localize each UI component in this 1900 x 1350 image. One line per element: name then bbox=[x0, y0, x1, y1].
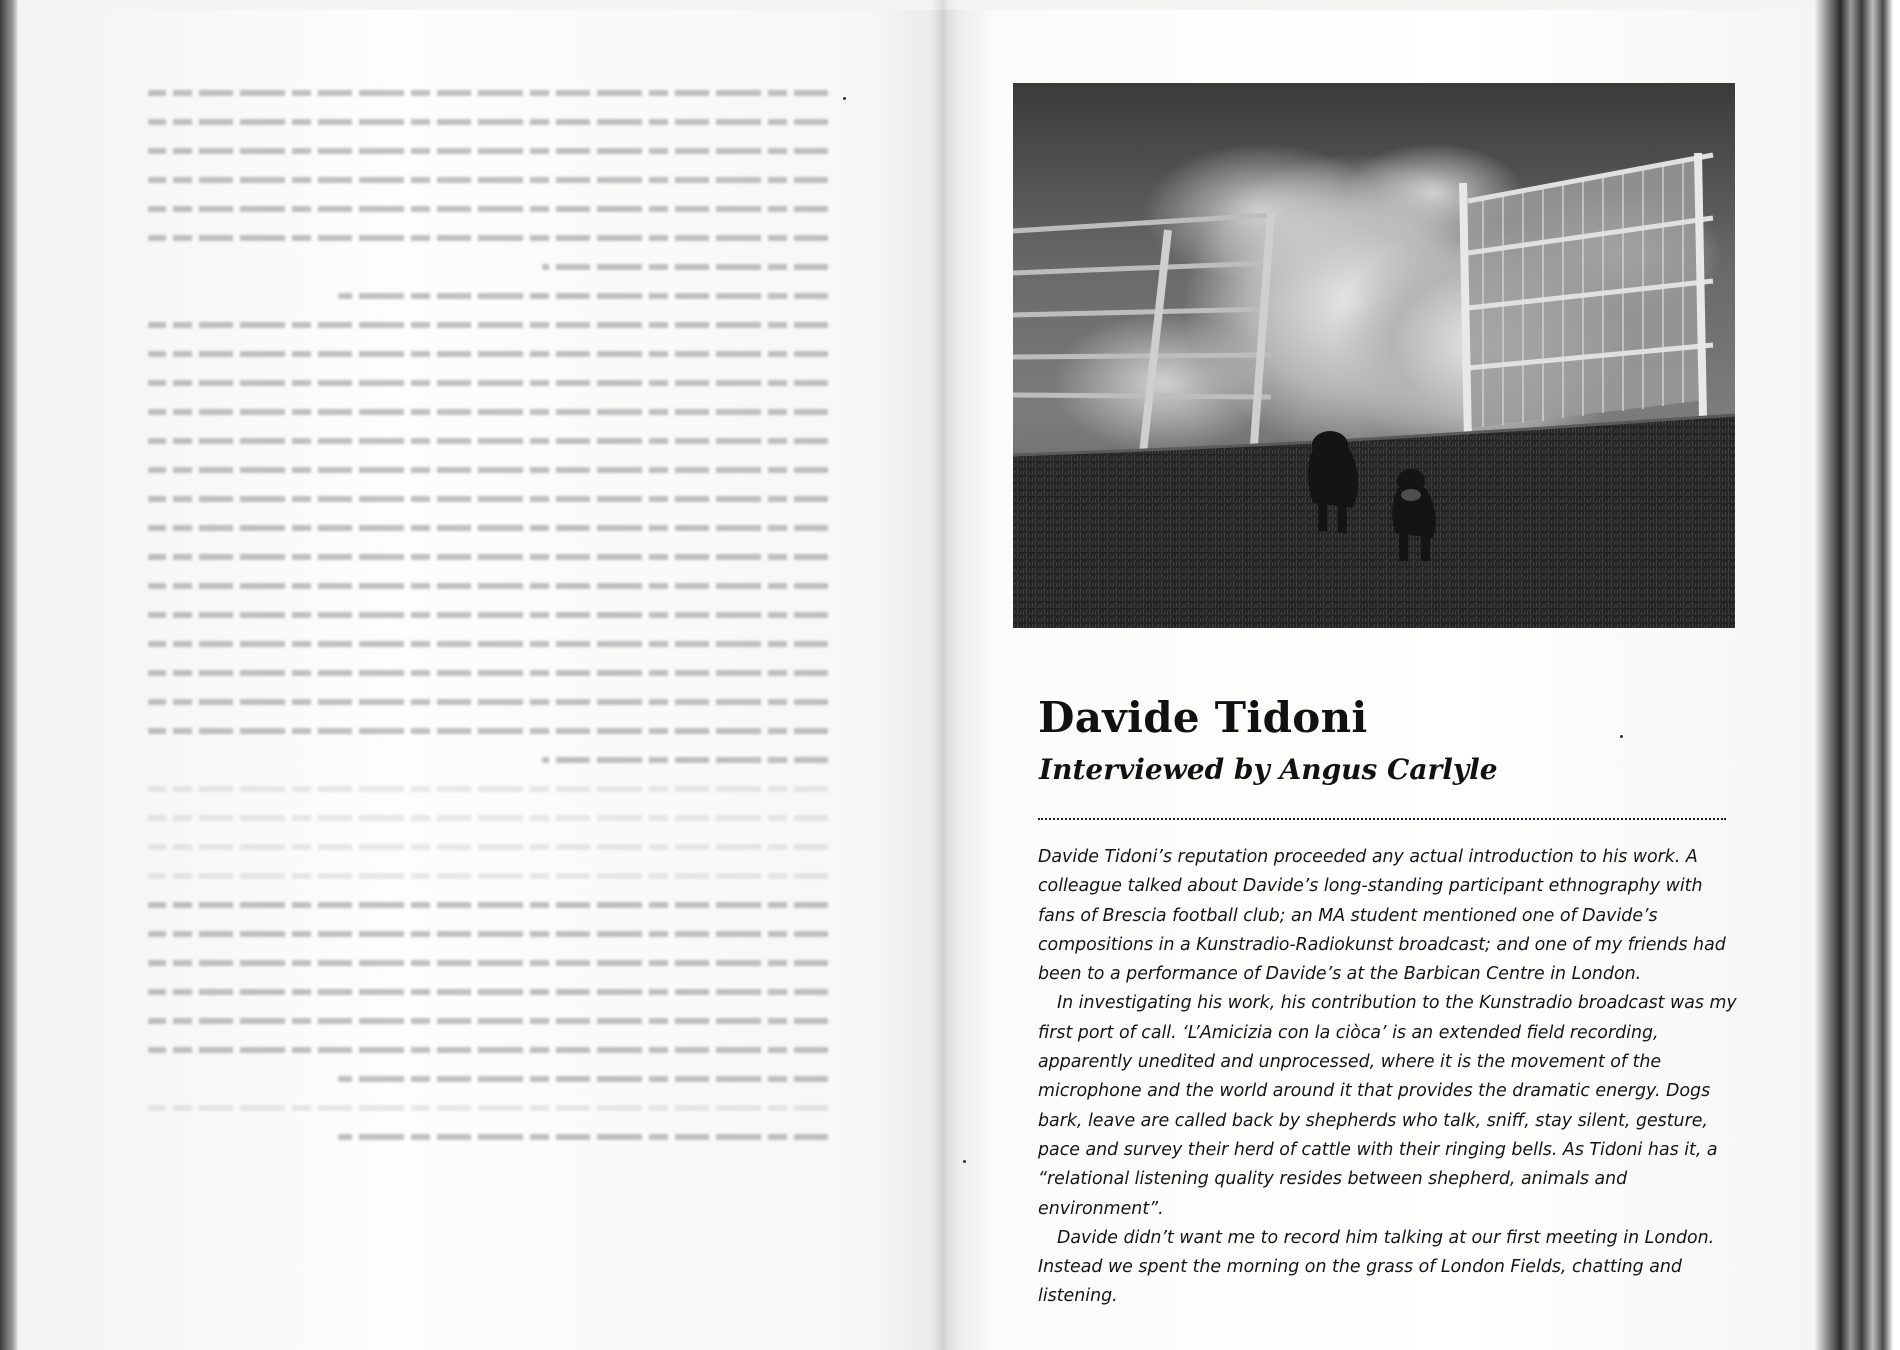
article-title: Davide Tidoni bbox=[1038, 693, 1368, 742]
bleed-through-text bbox=[148, 90, 828, 1270]
left-page bbox=[18, 10, 943, 1350]
book-edge-right bbox=[1815, 0, 1900, 1350]
book-gutter bbox=[930, 0, 960, 1350]
article-subtitle: Interviewed by Angus Carlyle bbox=[1039, 753, 1498, 786]
article-body bbox=[1038, 843, 1738, 1312]
book-edge-left bbox=[0, 0, 18, 1350]
dust-speck bbox=[1620, 735, 1623, 738]
paragraph-3: Davide didn’t want me to record him talking at our first meeting in London. Instead we spent the morning on the grass of London Fields, chatting and listening. bbox=[1038, 1227, 1715, 1307]
dust-speck bbox=[843, 97, 846, 100]
paragraph-1: Davide Tidoni’s reputation proceeded any actual introduction to his work. A colleague talked about Davide’s long-standing participant ethnography with fans of Brescia football club; an MA student mentioned one of Davide’s compositions in a Kunstradio-Radiokunst broadcast; and one of my friends had been to a performance of Davide’s at the Barbican Centre in London. bbox=[1038, 847, 1726, 985]
paragraph-2: In investigating his work, his contribution to the Kunstradio broadcast was my first port of call. ‘L’Amicizia con la ciòca’ is an extended field recording, apparently unedited and unprocessed, where it is the movement of the microphone and the world around it that provides the dramatic energy. Dogs bark, leave are called back by shepherds who talk, sniff, stay silent, gesture, pace and survey their herd of cattle with their ringing bells. As Tidoni has it, a “relational listening quality resides between shepherd, animals and environment”. bbox=[1038, 993, 1737, 1219]
dotted-divider bbox=[1038, 818, 1726, 820]
article-photo bbox=[1013, 83, 1735, 628]
dust-speck bbox=[963, 1160, 966, 1163]
